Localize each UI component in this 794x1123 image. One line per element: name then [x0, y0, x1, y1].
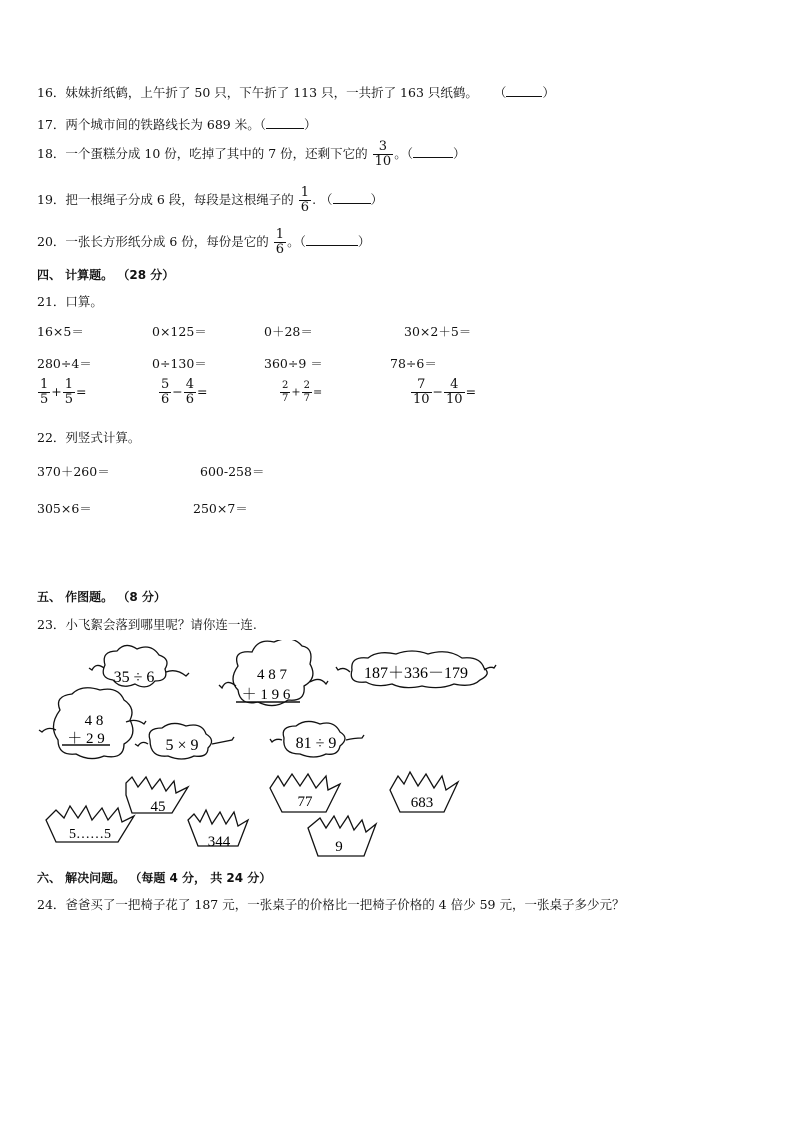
calc-item: 0×125＝ [152, 324, 207, 339]
fraction-calc: $\frac{5}{6}$ − $\frac{4}{6}$ = [161, 377, 208, 407]
cloud-expression: 5 × 9 [165, 737, 199, 754]
section-5-title: 五、 作图题。 （8 分） [37, 590, 166, 604]
cloud-expression: ＋ 1 9 6 [241, 687, 291, 703]
grass-number: 9 [335, 839, 343, 855]
cloud-expression: 4 8 7 [257, 667, 287, 683]
grass-number: 45 [150, 799, 166, 815]
calc-item: 30×2＋5＝ [404, 324, 472, 339]
answer-blank-18[interactable] [413, 157, 453, 158]
calc-item: 78÷6＝ [390, 356, 437, 371]
matching-diagram [0, 640, 794, 865]
fraction: $\frac{1}{6}$ [275, 227, 285, 257]
question-19 [37, 186, 383, 215]
paren-close: ） [370, 192, 384, 207]
question-23-title: 23．小飞絮会落到哪里呢？请你连一连. [37, 617, 257, 632]
paren-close: ） [542, 85, 555, 100]
question-22-title: 22．列竖式计算。 [37, 430, 141, 445]
vertical-calc-item: 600-258＝ [200, 464, 265, 479]
calc-item: 360÷9 ＝ [264, 356, 323, 371]
cloud-expression: 81 ÷ 9 [295, 735, 337, 752]
answer-blank-16[interactable] [506, 96, 542, 97]
paren-open: （ [493, 85, 507, 100]
question-17 [37, 115, 316, 133]
question-19-text: 19．把一根绳子分成 6 段，每段是这根绳子的 [37, 192, 294, 207]
fraction-calc: $\frac{1}{5}$ + $\frac{1}{5}$ = [40, 377, 87, 407]
section-4-title: 四、 计算题。 （28 分） [37, 268, 175, 282]
question-16 [37, 83, 555, 101]
question-21-title: 21．口算。 [37, 294, 103, 309]
paren-close: ） [357, 234, 371, 249]
answer-blank-17[interactable] [266, 128, 304, 129]
question-24: 24．爸爸买了一把椅子花了 187 元，一张桌子的价格比一把椅子价格的 4 倍少 59 元，一张桌子多少元？ [37, 897, 625, 912]
paren-close: ） [452, 146, 466, 161]
cloud-expression: 187＋336－179 [363, 665, 469, 682]
grass-number: 683 [410, 795, 434, 811]
grass-number: 344 [207, 834, 231, 850]
question-18 [37, 140, 465, 169]
cloud-expression: 35 ÷ 6 [113, 669, 155, 686]
grass-number: 5……5 [69, 827, 111, 842]
cloud-expression: ＋ 2 9 [67, 731, 105, 747]
paren-open: . （ [312, 192, 333, 207]
calc-item: 16×5＝ [37, 324, 84, 339]
vertical-calc-item: 305×6＝ [37, 501, 92, 516]
question-20-text: 20．一张长方形纸分成 6 份，每份是它的 [37, 234, 269, 249]
calc-item: 0＋28＝ [264, 324, 313, 339]
section-6-title: 六、 解决问题。 （每题 4 分， 共 24 分） [37, 871, 272, 885]
paren-close: ） [303, 117, 317, 132]
calc-item: 0÷130＝ [152, 356, 207, 371]
question-18-text: 18．一个蛋糕分成 10 份，吃掉了其中的 7 份，还剩下它的 [37, 146, 368, 161]
cloud-expression: 4 8 [84, 713, 104, 729]
vertical-calc-item: 250×7＝ [193, 501, 248, 516]
question-16-text: 16．妹妹折纸鹤，上午折了 50 只，下午折了 113 只，一共折了 163 只纸鹤。 [37, 85, 478, 100]
answer-blank-20[interactable] [306, 245, 358, 246]
fraction-calc: $\frac{7}{10}$ − $\frac{4}{10}$ = [413, 377, 477, 407]
fraction: $\frac{3}{10}$ [374, 139, 392, 169]
fraction-calc: $\frac{2}{7}$ + $\frac{2}{7}$ = [282, 380, 323, 404]
question-17-text: 17．两个城市间的铁路线长为 689 米。（ [37, 117, 266, 132]
vertical-calc-item: 370＋260＝ [37, 464, 110, 479]
question-20 [37, 228, 370, 257]
paren-open: 。（ [394, 146, 413, 161]
fraction: $\frac{1}{6}$ [300, 185, 310, 215]
grass-number: 77 [297, 794, 313, 810]
paren-open: 。（ [287, 234, 306, 249]
answer-blank-19[interactable] [333, 203, 371, 204]
calc-item: 280÷4＝ [37, 356, 92, 371]
